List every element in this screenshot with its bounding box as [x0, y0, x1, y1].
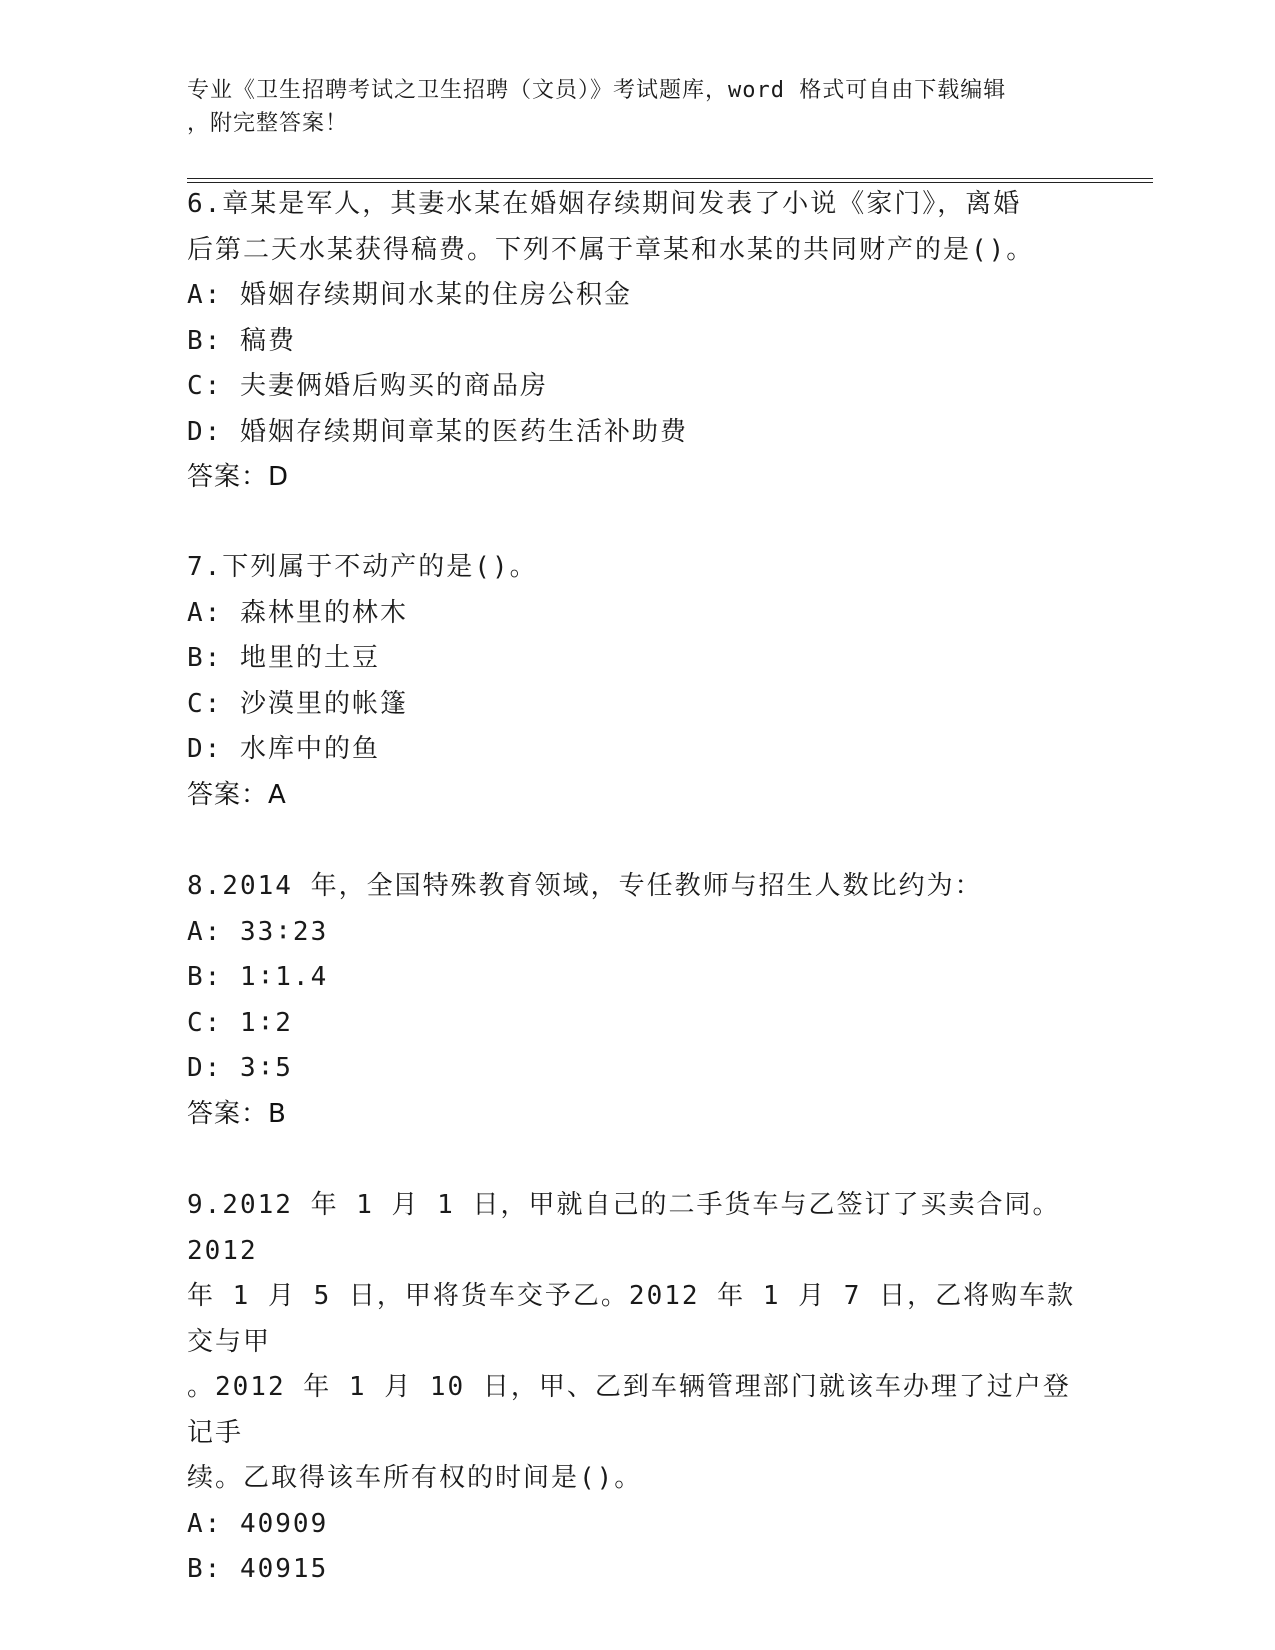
option-b: B: 40915	[187, 1554, 329, 1584]
option-b: B: 稿费	[187, 325, 296, 356]
answer-label: 答案：A	[187, 779, 287, 810]
answer-label: 答案：B	[187, 1098, 287, 1129]
option-c: C: 沙漠里的帐篷	[187, 688, 408, 719]
option-a: A: 40909	[187, 1508, 329, 1539]
option-d: D: 婚姻存续期间章某的医药生活补助费	[187, 416, 688, 447]
option-b: B: 1∶1.4	[187, 962, 329, 992]
option-a: A: 森林里的林木	[187, 597, 408, 628]
question-stem: 7.下列属于不动产的是()。	[187, 552, 538, 582]
option-d: D: 水库中的鱼	[187, 734, 380, 764]
option-b: B: 地里的土豆	[187, 643, 380, 673]
question-stem: 9.2012 年 1 月 1 日，甲就自己的二手货车与乙签订了买卖合同。2012 年 1 月 5 日，甲将货车交予乙。2012 年 1 月 7 日，乙将购车款交与甲 。2012 年 1 月 10 日，甲、乙到车辆管理部门就该车办理了过户登记手 续。乙取得该车所有权的时间是()。	[187, 1190, 1076, 1493]
question-6	[187, 182, 1087, 501]
answer-label: 答案：D	[187, 462, 290, 492]
option-a: A: 婚姻存续期间水某的住房公积金	[187, 280, 632, 310]
document-header: 专业《卫生招聘考试之卫生招聘（文员）》考试题库，word 格式可自由下载编辑 ，附完整答案！	[187, 78, 1007, 136]
option-d: D: 3∶5	[187, 1053, 293, 1083]
option-c: C: 1∶2	[187, 1007, 293, 1038]
question-stem: 6.章某是军人，其妻水某在婚姻存续期间发表了小说《家门》，离婚 后第二天水某获得稿费。下列不属于章某和水某的共同财产的是()。	[187, 189, 1035, 265]
option-a: A: 33∶23	[187, 916, 329, 947]
question-7	[187, 545, 1087, 818]
question-8	[187, 864, 1087, 1137]
question-stem: 8.2014 年，全国特殊教育领域，专任教师与招生人数比约为：	[187, 871, 983, 901]
option-c: C: 夫妻俩婚后购买的商品房	[187, 371, 548, 401]
question-9	[187, 1183, 1087, 1593]
